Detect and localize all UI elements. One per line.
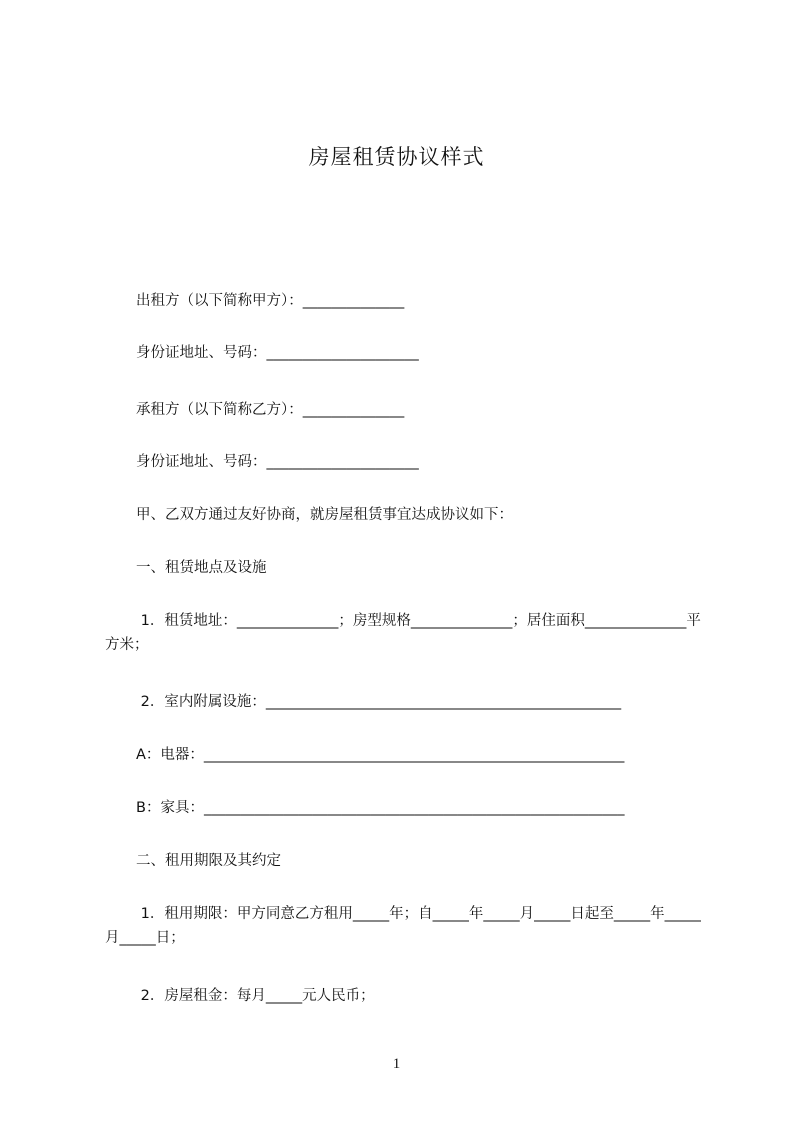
clause-address: 1．租赁地址：______________；房型规格______________；居住面积______________平方米；	[105, 613, 701, 653]
section-heading-term: 二、租用期限及其约定	[136, 853, 281, 869]
lessor-id-line: 身份证地址、号码：_____________________	[136, 345, 419, 361]
clause-appliances: A：电器：__________________________________________________________	[136, 747, 625, 763]
page-number: 1	[392, 1056, 401, 1072]
clause-rent: 2．房屋租金：每月_____元人民币；	[136, 988, 375, 1004]
lessee-id-line: 身份证地址、号码：_____________________	[136, 454, 419, 470]
clause-facilities: 2．室内附属设施：_________________________________________________	[136, 694, 622, 710]
section-heading-location: 一、租赁地点及设施	[136, 560, 267, 576]
agreement-intro: 甲、乙双方通过友好协商，就房屋租赁事宜达成协议如下：	[136, 507, 513, 523]
lessor-line: 出租方（以下简称甲方）：______________	[136, 293, 405, 309]
lessee-line: 承租方（以下简称乙方）：______________	[136, 402, 405, 418]
clause-term: 1．租用期限：甲方同意乙方租用_____年；自_____年_____月_____日起至_____年_____月_____日；	[105, 906, 701, 946]
document-title: 房屋租赁协议样式	[308, 145, 485, 169]
clause-furniture: B：家具：__________________________________________________________	[136, 800, 625, 816]
